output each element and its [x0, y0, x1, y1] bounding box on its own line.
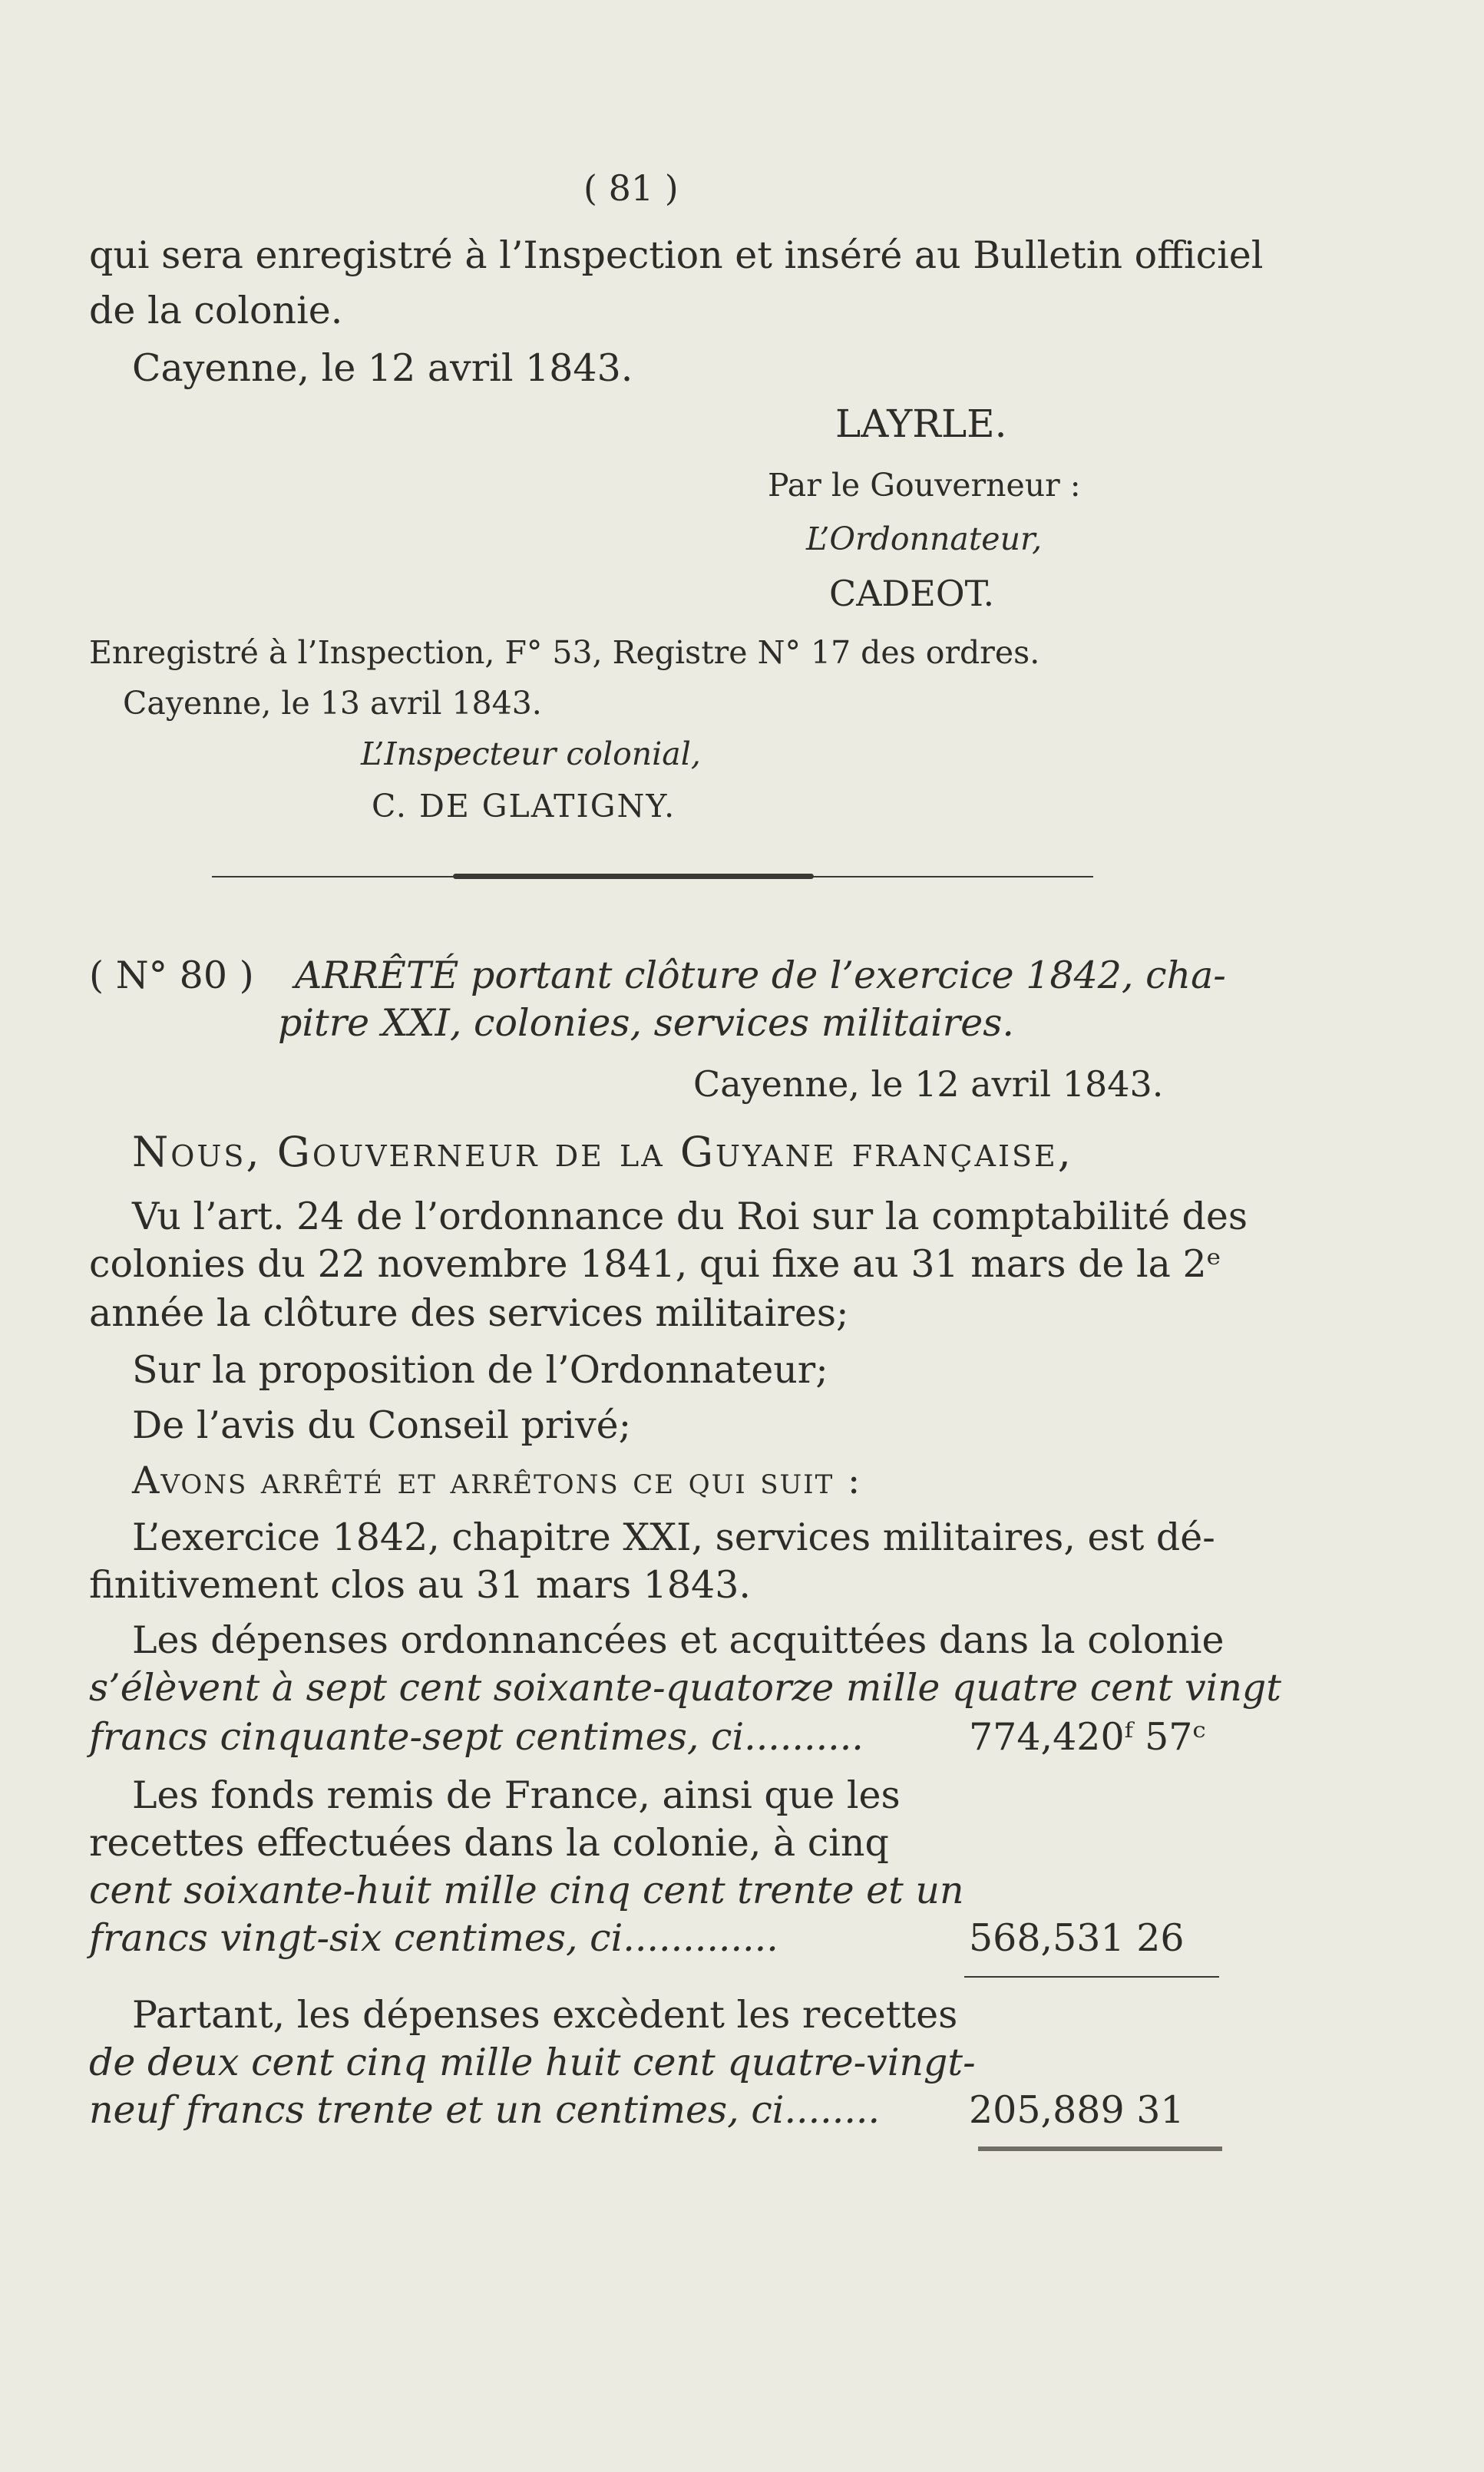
decree-number: ( N° 80 )	[89, 953, 254, 997]
sum-rule	[964, 1976, 1219, 1978]
text-line: cent soixante-huit mille cinq cent trente et un	[89, 1869, 964, 1912]
nous-line: Nous, Gouverneur de la Guyane française,	[132, 1128, 1073, 1176]
decree-date: Cayenne, le 12 avril 1843.	[693, 1063, 1164, 1105]
decree-heading: pitre XXI, colonies, services militaires.	[278, 1001, 1014, 1045]
ordonnateur-name: CADEOT.	[829, 573, 995, 614]
text-line: Les dépenses ordonnancées et acquittées dans la colonie	[132, 1618, 1225, 1662]
text-line: Partant, les dépenses excèdent les recettes	[132, 1993, 958, 2037]
text-line: Les fonds remis de France, ainsi que les	[132, 1773, 901, 1817]
text-line: de deux cent cinq mille huit cent quatre-vingt-	[89, 2041, 976, 2084]
date-line: Cayenne, le 12 avril 1843.	[132, 346, 633, 390]
section-divider-thick	[453, 874, 814, 879]
amount-expenses: 774,420ᶠ 57ᶜ	[969, 1715, 1206, 1759]
text-line: neuf francs trente et un centimes, ci........	[89, 2088, 881, 2132]
text-line: s’élèvent à sept cent soixante-quatorze mille quatre cent vingt	[89, 1666, 1281, 1710]
text-line: finitivement clos au 31 mars 1843.	[89, 1563, 751, 1607]
registration-date: Cayenne, le 13 avril 1843.	[123, 685, 542, 722]
total-rule	[978, 2146, 1222, 2151]
text-line: Avons arrêté et arrêtons ce qui suit :	[132, 1459, 862, 1502]
ordonnateur-title: L’Ordonnateur,	[806, 521, 1043, 557]
text-line: qui sera enregistré à l’Inspection et inséré au Bulletin officiel	[89, 233, 1264, 277]
text-line: de la colonie.	[89, 289, 343, 332]
text-line: Vu l’art. 24 de l’ordonnance du Roi sur la comptabilité des	[132, 1195, 1248, 1238]
signer-name: LAYRLE.	[835, 402, 1007, 446]
text-line: L’exercice 1842, chapitre XXI, services militaires, est dé-	[132, 1515, 1215, 1559]
text-line: De l’avis du Conseil privé;	[132, 1403, 632, 1447]
text-line: Sur la proposition de l’Ordonnateur;	[132, 1348, 828, 1392]
inspector-title: L’Inspecteur colonial,	[361, 735, 701, 772]
text-line: recettes effectuées dans la colonie, à cinq	[89, 1821, 889, 1865]
by-governor: Par le Gouverneur :	[768, 467, 1081, 504]
page-number: ( 81 )	[583, 167, 679, 209]
text-line: francs vingt-six centimes, ci.............	[89, 1916, 778, 1960]
registration-line: Enregistré à l’Inspection, F° 53, Registre N° 17 des ordres.	[89, 634, 1040, 671]
amount-excess: 205,889 31	[969, 2088, 1185, 2132]
text-line: francs cinquante-sept centimes, ci..........	[89, 1715, 864, 1759]
text-line: année la clôture des services militaires;	[89, 1291, 849, 1335]
amount-receipts: 568,531 26	[969, 1916, 1185, 1960]
inspector-name: C. DE GLATIGNY.	[372, 788, 676, 825]
decree-heading: ARRÊTÉ portant clôture de l’exercice 1842, cha-	[295, 953, 1226, 997]
text-line: colonies du 22 novembre 1841, qui fixe au 31 mars de la 2ᵉ	[89, 1242, 1221, 1286]
